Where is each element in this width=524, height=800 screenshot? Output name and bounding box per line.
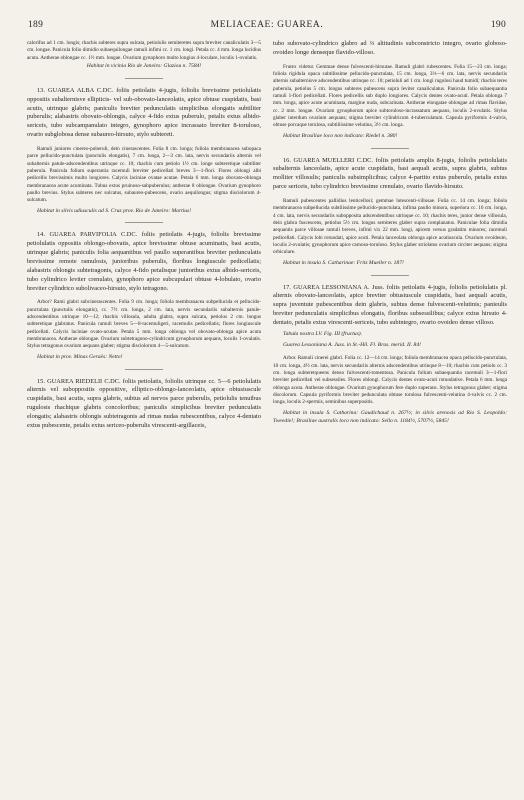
plate-reference: Tabula nostra LV. Fig. III (fructus). bbox=[283, 330, 363, 337]
species-diagnosis-17: 17. GUAREA LESSONIANA A. Juss. foliis petiolatis 4-jugis, foliolis petiolulatis pl. alternis obovato-lanceolatis, apice breviter obtusiuscule cuspidatis, basi aequali acutis, supra juventute pubescentibus dein glabris, subtus dense fulvescenti-velutinis; panieulis breviter pedunculatis simplicibus elongatis, floribus subsessilibus; calyce extus hirsuto 4-dentato, petalis extus virescenti-sericeis, tubo subintegro, ovario ovoideo dense villoso. bbox=[273, 283, 507, 326]
page-number-left: 189 bbox=[28, 20, 44, 30]
habitat-line-17: Habitat in insula S. Catharina: Gaudichaud n. 267½; in silvis arenosis ad Rio S. Leopoldo: Tweedie!; Brasiliae australis loco non indicato: Sello n. 1184½, 5707½, 5845! bbox=[273, 409, 507, 424]
page-number-right: 190 bbox=[490, 20, 506, 30]
section-divider bbox=[371, 275, 409, 276]
left-column bbox=[27, 40, 261, 780]
species-diagnosis-15: 15. GUAREA RIEDELII C.DC. foliis petiolatis, foliolis utrinque cc. 5—6 petiolulatis alternis vel suboppositis oppositive, elliptico-oblongo-lanceolatis, apice obtusiuscule cuspidatis, basi acutis, supra glabris, subtus ad nervos parce puberulis, petiolulis tenuibus rugulosis rhachique glabris concoloribus; paniculis simplicibus breviter pedunculatis elongatis; alabastris oblongis subtetragonis ad rimas nudas rubescentibus, calyce 4-dentato extus pubescente, petalis extus sericeo-puberulis virescenti-argillaceis, bbox=[27, 377, 261, 429]
habitat-line-13: Habitat in silvis udiusculis ad S. Cruz prov. Rio de Janeiro: Martius! bbox=[37, 207, 192, 214]
species-diagnosis-13: 13. GUAREA ALBA C.DC. foliis petiolatis 4-jugis, foliolis brevissime petiolulatis oppositis subalternisve ellipticis- vel sub-obovato-lanceolatis, apice obtuse cuspidatis, basi acutis, utrinque glabris; paniculis breviter pedunculatis simplicibus elongatis subtiliter puberulis; alabastris obovato-oblongis, calyce 4-fido extus puberulo, petalis extus albido-sericeis, tubo subcampanulato integro, gynophoro apice incrassato breviter 8-toruloso, ovario subglobosa dense subaureo-hirsuto, stylo subtereti. bbox=[27, 86, 261, 139]
species-diagnosis-16: 16. GUAREA MUELLERI C.DC. foliis petiolatis amplis 8-jugis, foliolis petiolulatis subalternis lanceolatis, apice acute cuspidatis, basi aequali acutis, supra glabris, subtus molliter villosulis; paniculis subsimplicibus; calyce 4-partito extus puberulo, petalis extus parce sericeis, tubo cylindrico brevissime crenulato, ovario flavido-hirsuto. bbox=[273, 156, 507, 191]
continued-diagnosis: tubo subovato-cylindrico glabro ad ⅔ altitudinis subconstricto integro, ovario globoso-ovoideo longe denseque flavido-villoso. bbox=[273, 40, 507, 56]
right-column bbox=[273, 40, 507, 780]
habitat-line-16: Habitat in insula S. Catharinae: Fritz Mueller n. 187! bbox=[283, 259, 404, 266]
species-diagnosis-14: 14. GUAREA PARVIFOLIA C.DC. foliis petiolatis 4-jugis, foliolis brevissime petiolulatis oppositis oblongo-obovatis, apice brevissime obtuse acuminatis, basi acutis, utrinque glabris; paniculis folia aequantibus vel paullo superantibus breviter pedunculatis brevissime remote ramulosis, junioribus puberulis, floribus longiuscule pedicellatis; alabastris oblongis subtetragonis, calyce 4-fido petalisque junioribus extus albido-sericeis, tubo cylindrico leviter crenulato, gynophoro apice subcupulari obtuse 4-lobulato, ovario breviter cylindrico subolivaceo-hirsuto, stylo tetragono. bbox=[27, 231, 261, 292]
habitat-line-14: Habitat in prov. Minas Geraës: Netto! bbox=[37, 353, 123, 360]
species-description-16: Ramuli pubescentes pallidius lenticellosi; gemmae lutescenti-villosae. Folia cc. 14 cm. longa; foliola membranacea subpellucida subtilissime pellucido-punctulata, infima paullo minora, superiora cc. 10 cm. longa, 4 cm. lata, nervis secundariis subopposita adscendentibus utrinque cc. 10; rhachis teres, junior dense villosula, dein glabra fuscescens, petiolus 5½ cm. longus semiteres glaber supra complanatus. Paniculae folia dimidia aequantis parce villosae ramuli breves, infimi vix 22 mm. longi, apicem versus gradatim minores; racemuli pedicellati. Calycis lobi rotundati, apice acuti. Petala lanceolata oblonga apice acutiuscula. Ovarium ovoideum, loculis 2-ovulatis; gynophorum apice carnoso-toruloso. Stylus glaber striolatus ovarium circiter aequans; stigma orbiculare. bbox=[273, 197, 507, 256]
species-description-17: Arbor. Ramuli cinerei glabri. Folia cc. 12—14 cm. longa; foliola membranacea opaca pellucido-punctulata, 10 cm. longa, 4½ cm. lata, nervis secundariis alternis adscendentibus utrinque 8—10; rhachis cum petiolo cc. 3 cm. longa subteretqueens denso fulvescenti-tomentosa. Panicula folium subaequantia racemuli 3—1-flori breviter pedicellati vel subsessiles. Flores oblongi. Calycis dentes ovato-acuti rotundative. Petala 6 mm. longa oblonga acuta. Antherae oblongae. Ovarium gynophorum fere duplo superans. Stylus tetragonus glaber; stigma discolorum. Capsula pyriformis breviter pedunculata obtuse torulosa fulvescenti-velutina 4-valvis cc. 2 cm. longa, loculis 2-spermis, seminibus superpositis. bbox=[273, 355, 507, 406]
species-description-13: Ramuli juniores cinereo-puberuli, dein cinerascentes. Folia 8 cm. longa; foliola membranacea subopaca parce pellucido-punctulata (punctulis elongatis), 7 cm. longa, 2—3 cm. lata, nervis secundariis alternis vel subalternis patule-adscendentibus utrinque cc. 10; rhachis cum petiolo 1½ cm. longe subteretique subtiliter puberula. Panicula folium superantia racemuli breviter pedicellati breves 3—1-flori. Flores oblongi albi pedicellis brevissimis multo longiores. Calycis laciniae ovatae acutae. Petala 6 mm. longa obovato-oblonga membranacea acute acuminata. Tubus extus pruinoso-subpuberulus; antherae 8 oblongae. Ovarium gynophoro paullo brevius. Stylus subteres nec sulcatus, subaureo-pubescens, ovario aequilongus; stigma disciolorum 4-sulcatum. bbox=[27, 145, 261, 204]
section-divider bbox=[125, 78, 163, 79]
continued-description: calorifus ad 1 cm. longis; rhachis subteres supra sulcata, petiolulis semiteretes supra breviter canaliculatis 3—5 cm. longae. Panicula folio dimidio subaequilongae ramuli infimi cc. 1 cm. longi. Petala cc. 4 mm. longa lucidius acuta. Antherae oblongae cc. 1½ mm. longae. Ovarium gynophoro multo longius 4-loculare, loculis 1-ovulatis. bbox=[27, 40, 261, 61]
species-description-15: Frutex videtur. Gemmae dense fulvescenti-hirsutae. Ramuli glabri rubescentes. Folia 15—23 cm. longa; foliola rigidula opaca subtilissime pellucido-punctulata, 15 cm. longa, 3⅔—6 cm. lata, nervis secundariis alternis subalternisve adscendentibus utrinque cc. 10; petioluli ad 1 cm. longi rugulosi haud tumidi; rhachis teres puberula, petiolus 5 cm. longus subteres pubescens supra leviter canaliculatus. Panicula folio subaequantia ramuli 1-flori pedicellati. Flores pedicellis sub duplo longiores. Calycis dentes ovato-acuti. Petala oblonga 7 mm. longa, apice acute acuminata, margine nuda, subcarinata. Antherae elongatae oblongae ad rimas flavidae, cc. 2 mm. longae. Ovarium gynophorum apice subtoruloso-incrassatum aequans, loculis 2-ovulatis. Stylus glaber interdum ovarium aequans; stigma breviter cylindricum 4-tuberculatum. Capsula pyriformis 4-valvis, obtuse porcaque torulosa, subtiliissime velutina, 3½ cm. longa. bbox=[273, 63, 507, 129]
habitat-line: Habitat in vicinia Rio de Janeiro: Glaziou n. 7584! bbox=[86, 63, 202, 70]
section-divider bbox=[125, 369, 163, 370]
page-header bbox=[28, 20, 506, 34]
literature-reference: Guarea Lessoniana A. Juss. in St.-Hil. Fl. Bras. merid. II. 84! bbox=[283, 341, 421, 348]
section-divider bbox=[125, 222, 163, 223]
running-title: MELIACEAE: GUAREA. bbox=[210, 20, 324, 30]
section-divider bbox=[371, 148, 409, 149]
habitat-line-15: Habitat Brasiliae loco non indicato: Riedel n. 380! bbox=[283, 132, 398, 139]
species-description-14: Arbor? Rami glabri subcinerascentes. Folia 9 cm. longa; foliola membranacea subpellucida et pellucido-punctulata (punctulis elongatis), cc. 7½ cm. longa, 2 cm. lata, nervis secundariis subalternis patule-adscendentibus utrinque 10—12; rhachis villosula, adulta glabra, supra sulcata, petiolus 2 cm. longus subteretique glabratus. Panicula ramuli breves 5—8-racemuligeri, racemulis pedicellatis; flores longiuscule pedicellati. Calycis laciniae ovato-acutae. Petala 5 mm. longa oblonga vel obovato-oblonga apice acuta membranacea. Antherae oblongae. Ovarium subtetragono-cylindricum gynophorum aequans, loculis 1-ovulatis. Stylus tetragonus ovarium aequans glaber; stigma disciolorum 4—5-sulcatum. bbox=[27, 299, 261, 350]
